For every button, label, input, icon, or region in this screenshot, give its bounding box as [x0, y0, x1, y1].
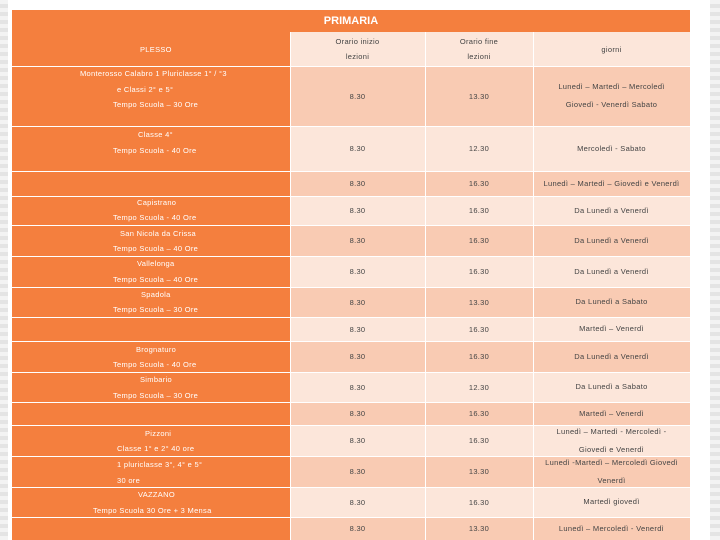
end-time-cell: 16.30	[468, 179, 490, 188]
end-time-cell: 12.30	[468, 144, 490, 153]
row-separator	[290, 487, 690, 488]
header-start-line1: Orario inizio	[335, 37, 380, 46]
left-separator	[12, 402, 290, 403]
plesso-monterosso-line2: e Classi 2° e 5°	[117, 85, 174, 94]
plesso-sannicola-line1: San Nicola da Crissa	[120, 229, 197, 238]
days-line: Da Lunedì a Venerdì	[574, 351, 649, 361]
days-line: Martedì – Venerdì	[579, 324, 644, 333]
header-end	[425, 32, 533, 66]
days-line: Martedì giovedì	[583, 497, 640, 506]
plesso-brognaturo-line2: Tempo Scuola - 40 Ore	[113, 360, 197, 369]
start-time-cell: 8.30	[349, 91, 366, 101]
days-cell	[533, 171, 690, 196]
left-separator	[12, 287, 290, 288]
start-time-cell: 8.30	[349, 236, 366, 245]
row-separator	[290, 66, 690, 67]
plesso-pizzoni-line1: Pizzoni	[145, 429, 172, 438]
row-separator	[290, 196, 690, 197]
end-time-cell: 16.30	[468, 409, 490, 418]
column-divider	[533, 32, 534, 540]
header-plesso: PLESSO	[140, 45, 172, 54]
left-separator	[12, 196, 290, 197]
left-separator	[12, 487, 290, 488]
days-line: Lunedì – Martedì - Mercoledì -	[556, 426, 667, 436]
plesso-pizzoni-line2: Classe 1° e 2° 40 ore	[117, 444, 195, 453]
days-cell	[533, 225, 690, 256]
days-line: Lunedì – Martedì – Mercoledì	[558, 82, 665, 91]
start-time-cell: 8.30	[349, 179, 366, 188]
end-time-cell: 16.30	[468, 267, 490, 276]
left-separator	[12, 66, 290, 67]
left-separator	[12, 456, 290, 457]
days-cell	[533, 287, 690, 317]
plesso-pizzoni-line4: 30 ore	[117, 476, 141, 485]
plesso-vallelonga-line2: Tempo Scuola – 40 Ore	[113, 275, 199, 284]
end-time-cell: 13.30	[468, 91, 490, 101]
plesso-simbario-line1: Simbario	[140, 375, 172, 384]
start-time-cell: 8.30	[349, 267, 366, 276]
plesso-spadola-line2: Tempo Scuola – 30 Ore	[113, 305, 199, 314]
days-line: Lunedì -Martedì – Mercoledì Giovedì	[545, 457, 678, 467]
days-line: Da Lunedì a Sabato	[575, 297, 648, 306]
end-time-cell: 16.30	[468, 436, 490, 445]
plesso-spadola-line1: Spadola	[141, 290, 171, 299]
start-time-cell: 8.30	[349, 144, 366, 153]
days-cell	[533, 425, 690, 456]
start-time-cell: 8.30	[349, 382, 366, 392]
plesso-monterosso-line3: Tempo Scuola – 30 Ore	[113, 100, 199, 109]
days-cell	[533, 196, 690, 225]
plesso-sannicola-line2: Tempo Scuola – 40 Ore	[113, 244, 199, 253]
start-time-cell: 8.30	[349, 467, 366, 476]
start-time-cell: 8.30	[349, 324, 366, 334]
start-time-cell: 8.30	[349, 352, 366, 361]
left-separator	[12, 372, 290, 373]
days-line: Da Lunedì a Venerdì	[574, 235, 649, 245]
days-line: Lunedì – Martedì – Giovedì e Venerdì	[543, 178, 680, 188]
plesso-brognaturo-line1: Brognaturo	[136, 345, 177, 354]
start-time-cell: 8.30	[349, 297, 366, 307]
plesso-pizzoni-line3: 1 pluriclasse 3°, 4° e 5°	[117, 460, 203, 469]
row-separator	[290, 171, 690, 172]
header-days: giorni	[601, 44, 622, 54]
row-separator	[290, 341, 690, 342]
end-time-cell: 13.30	[468, 467, 490, 476]
start-time-cell: 8.30	[349, 206, 366, 215]
start-time-cell: 8.30	[349, 524, 366, 533]
row-separator	[290, 225, 690, 226]
column-divider	[290, 32, 291, 540]
plesso-simbario-line2: Tempo Scuola – 30 Ore	[113, 391, 199, 400]
days-line: Mercoledì - Sabato	[577, 143, 646, 153]
plesso-monterosso-line1: Monterosso Calabro 1 Pluriclasse 1° / °3	[80, 69, 227, 78]
plesso-capistrano-line1: Capistrano	[137, 198, 177, 207]
days-cell	[533, 517, 690, 540]
days-line: Da Lunedì a Sabato	[575, 382, 648, 391]
days-cell	[533, 456, 690, 487]
plesso-classe4-line1: Classe 4°	[138, 130, 173, 139]
start-time-cell: 8.30	[349, 497, 366, 507]
days-line: Da Lunedì a Venerdì	[574, 266, 649, 276]
row-separator	[290, 287, 690, 288]
days-line: Da Lunedì a Venerdì	[574, 205, 649, 215]
row-separator	[290, 456, 690, 457]
header-end-line1: Orario fine	[459, 37, 499, 46]
days-line: Venerdì	[597, 475, 626, 485]
plesso-vazzano-line2: Tempo Scuola 30 Ore + 3 Mensa	[93, 506, 212, 515]
header-end-line2: lezioni	[467, 52, 491, 61]
days-cell	[533, 317, 690, 341]
days-cell	[533, 256, 690, 287]
end-time-cell: 16.30	[468, 324, 490, 334]
plesso-capistrano-line2: Tempo Scuola - 40 Ore	[113, 213, 197, 222]
plesso-vallelonga-line1: Vallelonga	[137, 259, 175, 268]
left-separator	[12, 225, 290, 226]
row-separator	[290, 402, 690, 403]
left-separator	[12, 317, 290, 318]
header-start	[290, 32, 425, 66]
days-cell	[533, 66, 690, 126]
plesso-vazzano-line1: VAZZANO	[138, 490, 175, 499]
row-separator	[290, 425, 690, 426]
days-cell	[533, 126, 690, 171]
row-separator	[290, 256, 690, 257]
end-time-cell: 13.30	[468, 524, 490, 533]
end-time-cell: 13.30	[468, 297, 490, 307]
end-time-cell: 12.30	[468, 382, 490, 392]
days-cell	[533, 372, 690, 402]
start-time-cell: 8.30	[349, 409, 366, 418]
end-time-cell: 16.30	[468, 352, 490, 361]
left-separator	[12, 256, 290, 257]
left-separator	[12, 425, 290, 426]
row-separator	[290, 372, 690, 373]
days-line: Giovedì e Venerdì	[578, 444, 645, 454]
days-cell	[533, 487, 690, 517]
header-start-line2: lezioni	[345, 52, 370, 61]
row-separator	[290, 517, 690, 518]
start-time-cell: 8.30	[349, 436, 366, 445]
end-time-cell: 16.30	[468, 206, 490, 215]
days-line: Lunedì – Mercoledì - Venerdì	[558, 523, 665, 533]
end-time-cell: 16.30	[468, 236, 490, 245]
days-cell	[533, 402, 690, 425]
column-divider	[425, 32, 426, 540]
row-separator	[290, 126, 690, 127]
days-cell	[533, 341, 690, 372]
left-separator	[12, 126, 290, 127]
left-separator	[12, 341, 290, 342]
table-title: PRIMARIA	[12, 10, 690, 32]
left-separator	[12, 517, 290, 518]
plesso-classe4-line2: Tempo Scuola - 40 Ore	[113, 146, 197, 155]
end-time-cell: 16.30	[468, 497, 490, 507]
days-line: Martedì – Venerdì	[579, 408, 644, 418]
row-separator	[290, 317, 690, 318]
left-separator	[12, 171, 290, 172]
days-line: Giovedì - Venerdì Sabato	[565, 100, 658, 109]
